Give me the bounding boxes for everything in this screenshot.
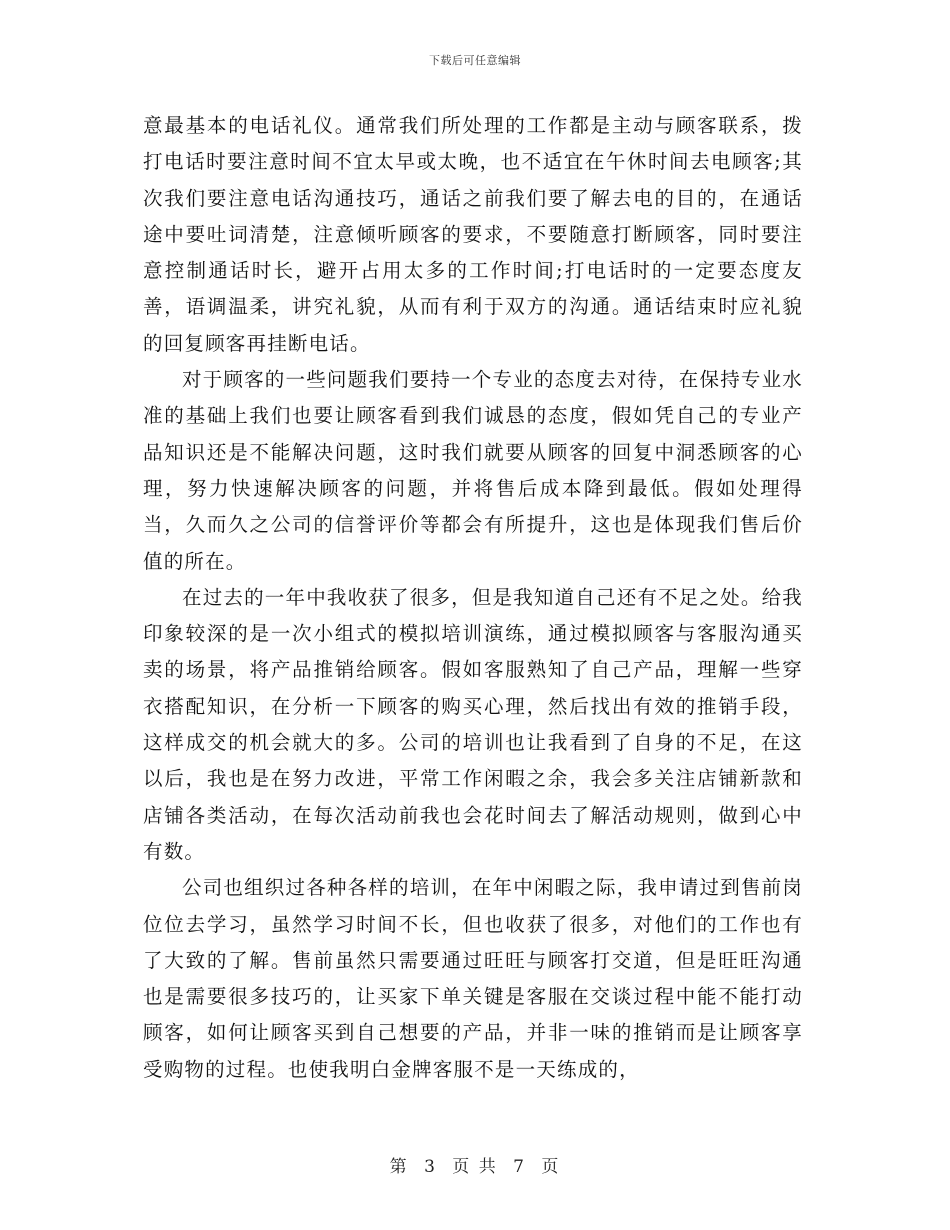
header-note: 下载后可任意编辑 (429, 54, 521, 67)
paragraph: 在过去的一年中我收获了很多，但是我知道自己还有不足之处。给我印象较深的是一次小组式的模拟培训演练，通过模拟顾客与客服沟通买卖的场景，将产品推销给顾客。假如客服熟知了自己产品，理解一些穿衣搭配知识，在分析一下顾客的购买心理，然后找出有效的推销手段，这样成交的机会就大的多。公司的培训也让我看到了自身的不足，在这以后，我也是在努力改进，平常工作闲暇之余，我会多关注店铺新款和店铺各类活动，在每次活动前我也会花时间去了解活动规则，做到心中有数。 (143, 585, 804, 863)
footer-suffix: 页 (541, 1157, 561, 1177)
paragraph: 公司也组织过各种各样的培训，在年中闲暇之际，我申请过到售前岗位位去学习，虽然学习时间不长，但也收获了很多，对他们的工作也有了大致的了解。售前虽然只需要通过旺旺与顾客打交道，但是旺旺沟通也是需要很多技巧的，让买家下单关键是客服在交谈过程中能不能打动顾客，如何让顾客买到自己想要的产品，并非一味的推销而是让顾客享受购物的过程。也使我明白金牌客服不是一天练成的， (143, 876, 804, 1081)
footer-prefix: 第 (389, 1157, 409, 1177)
footer-middle: 页 共 (452, 1157, 498, 1177)
body-text (143, 108, 803, 1088)
total-page-count: 7 (513, 1157, 526, 1177)
paragraph: 对于顾客的一些问题我们要持一个专业的态度去对待，在保持专业水准的基础上我们也要让顾客看到我们诚恳的态度，假如凭自己的专业产品知识还是不能解决问题，这时我们就要从顾客的回复中洞悉顾客的心理，努力快速解决顾客的问题，并将售后成本降到最低。假如处理得当，久而久之公司的信誉评价等都会有所提升，这也是体现我们售后价值的所在。 (143, 368, 804, 573)
paragraph-continuation: 意最基本的电话礼仪。通常我们所处理的工作都是主动与顾客联系，拨打电话时要注意时间不宜太早或太晚，也不适宜在午休时间去电顾客;其次我们要注意电话沟通技巧，通话之前我们要了解去电的目的，在通话途中要吐词清楚，注意倾听顾客的要求，不要随意打断顾客，同时要注意控制通话时长，避开占用太多的工作时间;打电话时的一定要态度友善，语调温柔，讲究礼貌，从而有利于双方的沟通。通话结束时应礼貌的回复顾客再挂断电话。 (143, 114, 803, 355)
current-page-number: 3 (424, 1157, 437, 1177)
page-footer (0, 1152, 950, 1177)
